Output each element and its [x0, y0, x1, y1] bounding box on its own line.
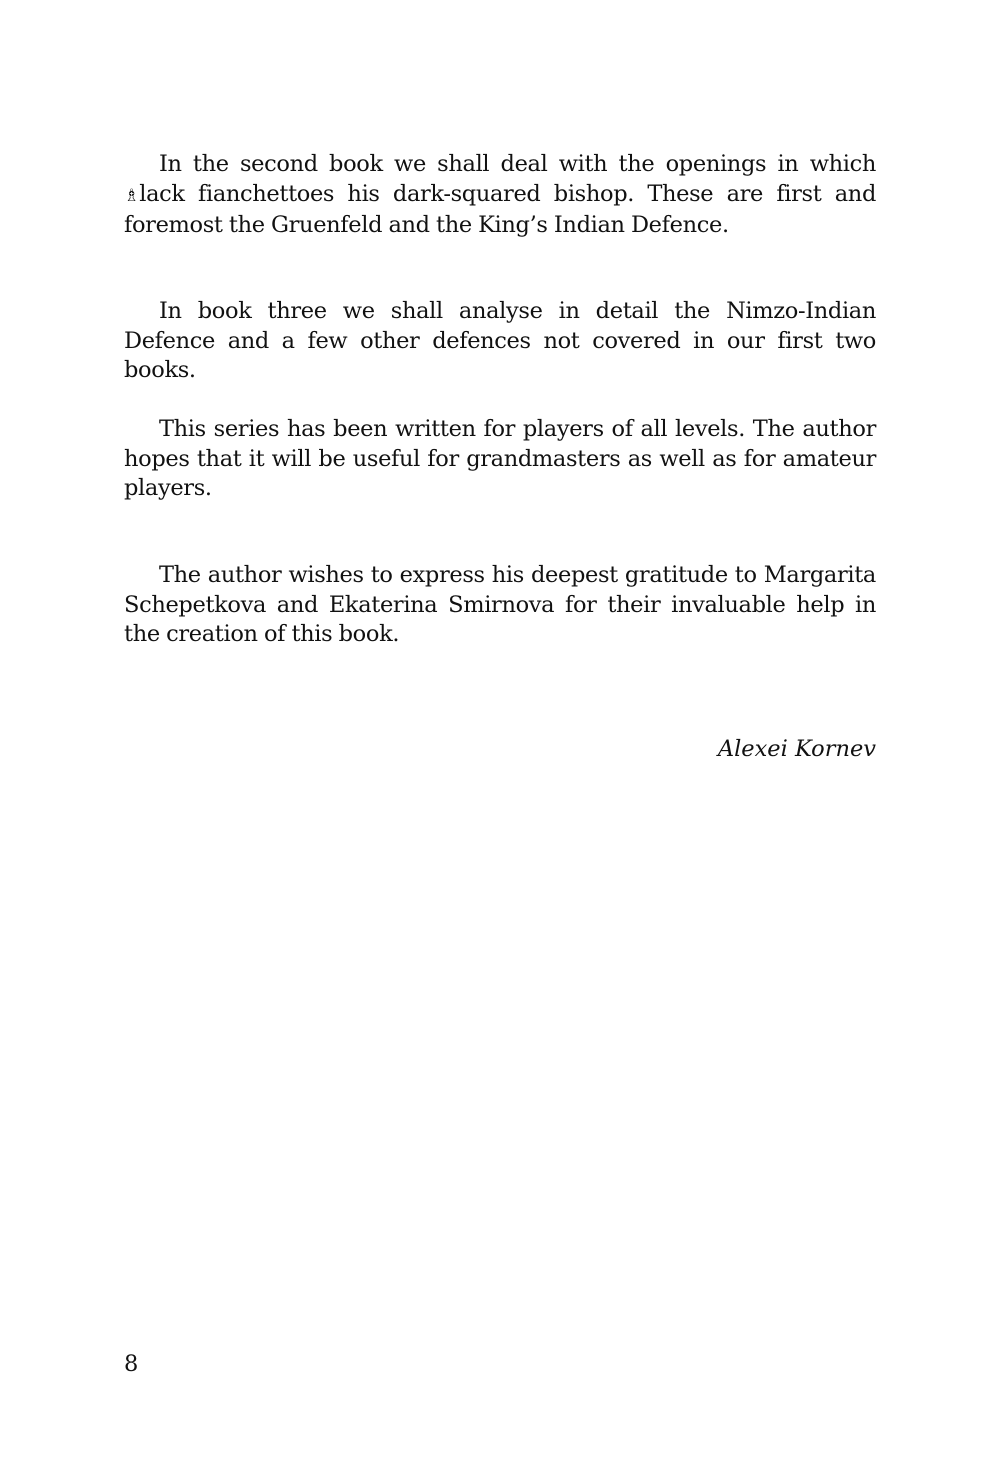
chess-bishop-icon: ♗: [124, 185, 140, 206]
paragraph-book-three: In book three we shall analyse in detail the Nimzo-Indian Defence and a few other defences not covered in our first two books.: [124, 298, 876, 383]
paragraph-second-book: [124, 150, 876, 241]
page-number: 8: [124, 1351, 139, 1377]
paragraph-second-book-text-start: In the second book we shall deal with the openings in which: [159, 151, 876, 177]
paragraph-series-audience: This series has been written for players of all levels. The author hopes that it will be useful for grandmasters as well as for amateur players.: [124, 416, 876, 501]
paragraph-gratitude: The author wishes to express his deepest gratitude to Margarita Schepetkova and Ekaterina Smirnova for their invaluable help in the creation of this book.: [124, 562, 876, 647]
paragraph-second-book-text-end: lack fianchettoes his dark-squared bishop. These are first and foremost the Gruenfeld and the King’s Indian Defence.: [124, 180, 876, 238]
author-signature: Alexei Kornev: [717, 736, 876, 762]
